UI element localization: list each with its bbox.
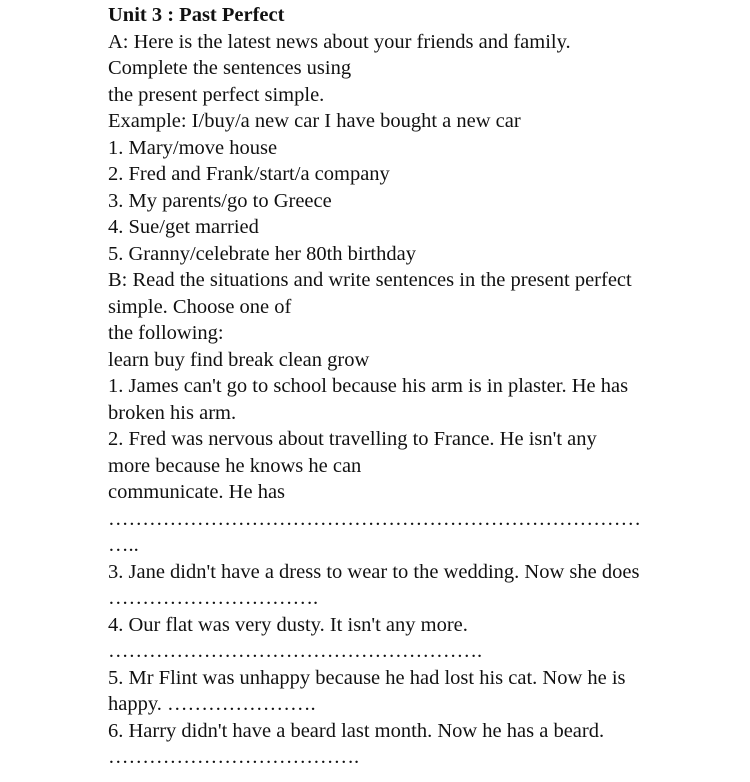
answer-blank: …………………………………………………………………… (108, 507, 641, 530)
answer-blank: …………………………. (108, 587, 319, 609)
answer-blank: ………………………………. (108, 746, 360, 768)
section-b-item: 4. Our flat was very dusty. It isn't any more. (108, 613, 468, 636)
section-a-instruction: A: Here is the latest news about your friends and family. (108, 30, 571, 53)
section-a-instruction-cont: the present perfect simple. (108, 83, 325, 106)
section-b-instruction-cont: simple. Choose one of (108, 295, 292, 318)
section-b-item-answer: broken his arm. (108, 401, 237, 424)
section-b-item: 1. James can't go to school because his arm is in plaster. He has (108, 375, 629, 397)
answer-blank: ….. (108, 534, 139, 556)
section-b (108, 267, 748, 771)
section-b-item-cont: happy. …………………. (108, 693, 316, 715)
section-a-item: 2. Fred and Frank/start/a company (108, 163, 390, 185)
section-b-item-cont: more because he knows he can (108, 454, 362, 477)
section-b-instruction-cont: the following: (108, 322, 224, 344)
worksheet-document (108, 2, 748, 771)
section-a-item: 5. Granny/celebrate her 80th birthday (108, 242, 416, 265)
section-a-item: 1. Mary/move house (108, 136, 278, 159)
section-b-item: 5. Mr Flint was unhappy because he had lost his cat. Now he is (108, 666, 626, 689)
verb-word-list: learn buy find break clean grow (108, 348, 370, 371)
section-b-instruction: B: Read the situations and write sentences in the present perfect (108, 269, 632, 291)
section-b-item-cont: communicate. He has (108, 481, 286, 503)
section-a-instruction-cont: Complete the sentences using (108, 57, 352, 79)
section-a-item: 4. Sue/get married (108, 216, 259, 238)
section-b-item: 6. Harry didn't have a beard last month. Now he has a beard. (108, 719, 605, 742)
section-b-item: 2. Fred was nervous about travelling to France. He isn't any (108, 428, 597, 450)
worksheet-title: Unit 3 : Past Perfect (108, 4, 285, 26)
section-a-example: Example: I/buy/a new car I have bought a new car (108, 110, 521, 132)
answer-blank: ………………………………………………. (108, 640, 483, 662)
section-a-item: 3. My parents/go to Greece (108, 189, 332, 212)
section-a (108, 29, 748, 268)
section-b-item: 3. Jane didn't have a dress to wear to the wedding. Now she does (108, 560, 640, 583)
